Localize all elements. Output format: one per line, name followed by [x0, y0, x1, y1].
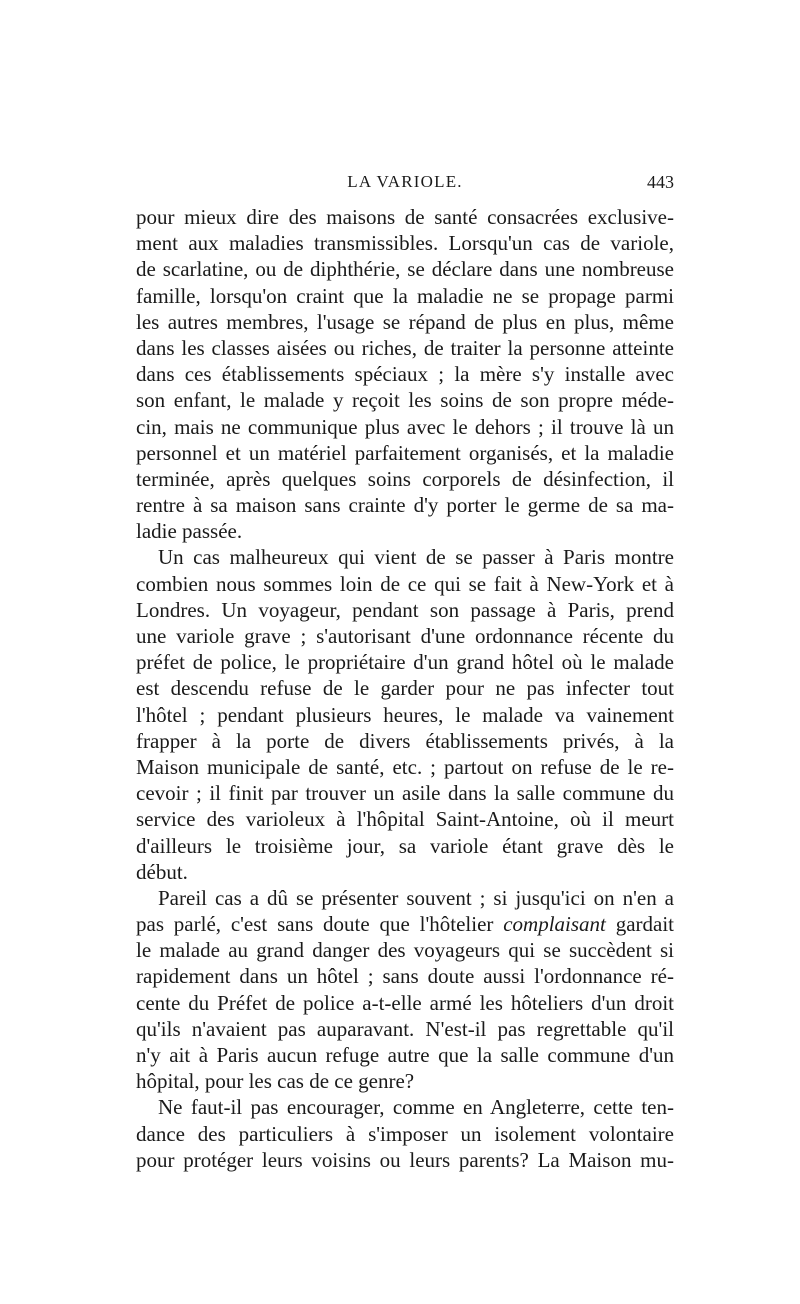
- text-line: Ne faut-il pas encourager, comme en Angleterre, cette ten-: [158, 1095, 674, 1120]
- text-line: Un cas malheureux qui vient de se passer à Paris montre: [158, 545, 674, 570]
- text-line: est descendu refuse de le garder pour ne pas infecter tout: [136, 676, 674, 701]
- text-line: qu'ils n'avaient pas auparavant. N'est-il pas regrettable qu'il: [136, 1016, 674, 1041]
- text-line: dance des particuliers à s'imposer un isolement volontaire: [136, 1121, 674, 1146]
- text-segment: pas parlé, c'est sans doute que l'hôtelier: [136, 912, 494, 937]
- text-line: pour mieux dire des maisons de santé consacrées exclusive-: [136, 205, 674, 229]
- text-line: de scarlatine, ou de diphthérie, se déclare dans une nombreuse: [136, 257, 674, 282]
- running-title: LA VARIOLE.: [347, 172, 463, 191]
- text-line: préfet de police, le propriétaire d'un grand hôtel où le malade: [136, 650, 674, 675]
- emphasis-text: complaisant: [503, 912, 606, 937]
- text-line: pour protéger leurs voisins ou leurs parents? La Maison mu-: [136, 1147, 674, 1172]
- text-line: une variole grave ; s'autorisant d'une ordonnance récente du: [136, 624, 674, 648]
- text-line: d'ailleurs le troisième jour, sa variole étant grave dès le: [136, 833, 674, 858]
- text-line: cevoir ; il finit par trouver un asile dans la salle commune du: [136, 781, 674, 806]
- text-line: n'y ait à Paris aucun refuge autre que la salle commune d'un: [136, 1043, 674, 1067]
- text-line: les autres membres, l'usage se répand de plus en plus, même: [136, 309, 674, 334]
- text-line: frapper à la porte de divers établissements privés, à la: [136, 728, 674, 753]
- text-line: son enfant, le malade y reçoit les soins de son propre méde-: [136, 388, 674, 413]
- text-line: rentre à sa maison sans crainte d'y porter le germe de sa ma-: [136, 493, 674, 518]
- text-segment: gardait: [615, 912, 675, 937]
- text-line: ment aux maladies transmissibles. Lorsqu'un cas de variole,: [136, 231, 674, 256]
- page-number: 443: [647, 172, 674, 192]
- text-line: début.: [136, 859, 188, 884]
- text-line: service des varioleux à l'hôpital Saint-Antoine, où il meurt: [136, 807, 674, 832]
- text-line: personnel et un matériel parfaitement organisés, et la maladie: [136, 440, 674, 465]
- text-line: Maison municipale de santé, etc. ; partout on refuse de le re-: [136, 754, 674, 779]
- body-text: [136, 204, 674, 1173]
- running-head: [136, 172, 674, 198]
- text-line: l'hôtel ; pendant plusieurs heures, le malade va vainement: [136, 702, 674, 727]
- text-line: dans les classes aisées ou riches, de traiter la personne atteinte: [136, 335, 674, 360]
- text-line: Pareil cas a dû se présenter souvent ; si jusqu'ici on n'en a: [158, 885, 674, 910]
- text-line: le malade au grand danger des voyageurs qui se succèdent si: [136, 938, 674, 963]
- text-line: Londres. Un voyageur, pendant son passage à Paris, prend: [136, 597, 674, 622]
- text-line: cente du Préfet de police a-t-elle armé les hôteliers d'un droit: [136, 990, 674, 1015]
- text-line: cin, mais ne communique plus avec le dehors ; il trouve là un: [136, 414, 674, 439]
- text-line: ladie passée.: [136, 519, 243, 544]
- text-line: hôpital, pour les cas de ce genre?: [136, 1069, 415, 1094]
- text-line: combien nous sommes loin de ce qui se fait à New-York et à: [136, 571, 674, 596]
- text-line: famille, lorsqu'on craint que la maladie ne se propage parmi: [136, 283, 674, 308]
- text-line: dans ces établissements spéciaux ; la mère s'y installe avec: [136, 362, 674, 387]
- text-line: terminée, après quelques soins corporels de désinfection, il: [136, 466, 674, 491]
- text-line-mixed: [136, 911, 674, 937]
- text-line: rapidement dans un hôtel ; sans doute aussi l'ordonnance ré-: [136, 964, 674, 989]
